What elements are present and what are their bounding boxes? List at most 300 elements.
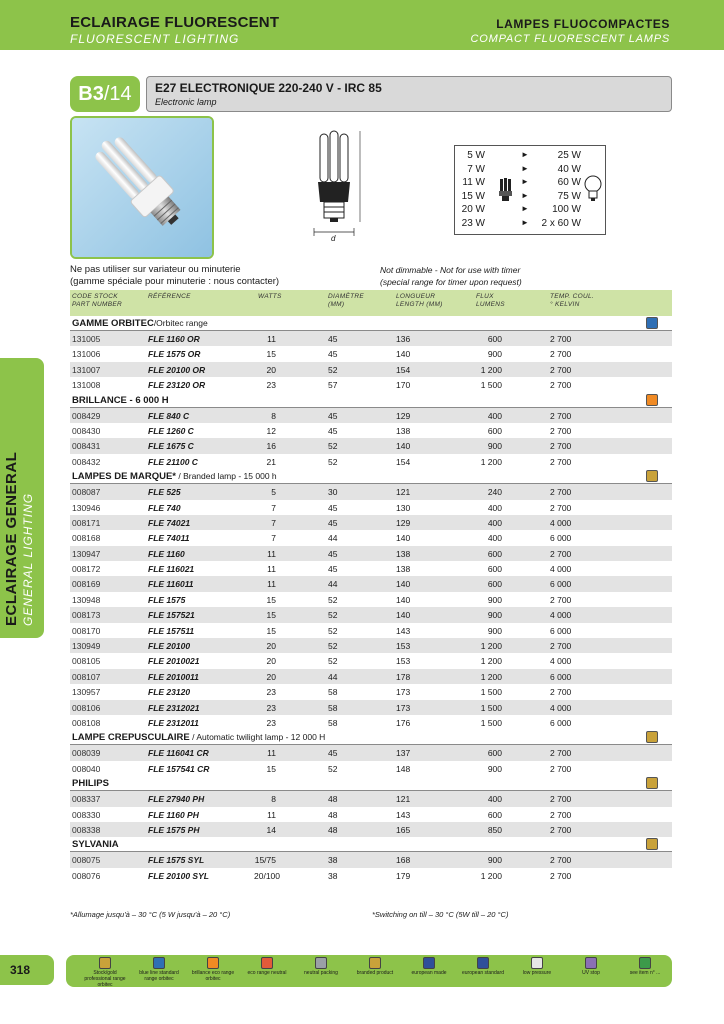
cell-c2: FLE 116041 CR <box>148 748 209 759</box>
cell-c6: 900 <box>487 610 502 621</box>
cell-c7: 6 000 <box>550 625 572 636</box>
cell-c6: 600 <box>487 579 502 590</box>
legend-icon <box>369 957 381 969</box>
cell-c1: 008107 <box>72 671 101 682</box>
legend-icon <box>207 957 219 969</box>
cell-c4: 45 <box>328 517 338 528</box>
cell-c1: 008173 <box>72 610 101 621</box>
legend-item <box>188 957 238 982</box>
header-left-subtitle: FLUORESCENT LIGHTING <box>70 32 240 46</box>
cell-c7: 4 000 <box>550 564 572 575</box>
range-icon <box>646 731 658 743</box>
cell-c6: 400 <box>487 502 502 513</box>
section-subtitle: / Automatic twilight lamp - 12 000 H <box>189 732 326 743</box>
arrow-right-icon: ► <box>521 163 529 173</box>
incandescent-watt: 2 x 60 W <box>541 217 581 229</box>
cell-c3: 14 <box>266 824 276 835</box>
icon-legend <box>66 955 672 987</box>
arrow-right-icon: ► <box>521 204 529 213</box>
cell-c2: FLE 74021 <box>148 517 191 528</box>
cell-c5: 153 <box>396 656 411 667</box>
note-en-line2: (special range for timer upon request) <box>380 277 522 287</box>
equivalence-row <box>455 218 605 231</box>
legend-label: brillance eco range orbitec <box>191 970 235 982</box>
cell-c1: 130957 <box>72 687 101 698</box>
cell-c6: 1 500 <box>480 687 502 698</box>
cell-c4: 48 <box>328 824 338 835</box>
cell-c5: 173 <box>396 702 411 713</box>
table-row <box>70 852 672 867</box>
cell-c5: 165 <box>396 824 411 835</box>
section-title: LAMPES DE MARQUE* <box>72 471 176 483</box>
cell-c5: 140 <box>396 610 411 621</box>
cell-c3: 20 <box>266 671 276 682</box>
cell-c6: 1 500 <box>480 717 502 728</box>
cfl-watt: 23 W <box>461 217 485 229</box>
cell-c4: 58 <box>328 687 338 698</box>
cell-c2: FLE 157521 <box>148 610 195 621</box>
legend-icon <box>639 957 651 969</box>
cell-c6: 600 <box>487 809 502 820</box>
table-row <box>70 745 672 760</box>
cell-c7: 2 700 <box>550 594 572 605</box>
cell-c2: FLE 2010021 <box>148 656 200 667</box>
note-en-line1: Not dimmable - Not for use with timer <box>380 265 521 275</box>
cell-c6: 1 200 <box>480 456 502 467</box>
side-tab <box>0 358 44 638</box>
cell-c2: FLE 525 <box>148 487 181 498</box>
section-header <box>70 316 672 331</box>
product-subtitle: Electronic lamp <box>155 97 217 107</box>
cell-c2: FLE 840 C <box>148 410 190 421</box>
cell-c2: FLE 157541 CR <box>148 763 210 774</box>
cell-c7: 4 000 <box>550 610 572 621</box>
cell-c4: 45 <box>328 349 338 360</box>
cell-c6: 1 200 <box>480 364 502 375</box>
cell-c2: FLE 116011 <box>148 579 194 590</box>
col-temp: TEMP. COUL. ° KELVIN <box>550 293 594 308</box>
cell-c6: 900 <box>487 349 502 360</box>
table-row <box>70 362 672 377</box>
table-row <box>70 669 672 684</box>
arrow-right-icon: ► <box>521 150 529 159</box>
cell-c6: 600 <box>487 425 502 436</box>
cell-c3: 16 <box>266 441 276 452</box>
cell-c7: 2 700 <box>550 763 572 774</box>
cell-c6: 240 <box>487 487 502 498</box>
cell-c3: 15 <box>266 349 276 360</box>
col-length: LONGUEUR LENGTH (MM) <box>396 293 443 308</box>
cell-c6: 400 <box>487 517 502 528</box>
incandescent-watt: 40 W <box>557 163 581 175</box>
cell-c4: 45 <box>328 548 338 559</box>
incandescent-watt: 60 W <box>557 177 581 188</box>
cell-c6: 600 <box>487 748 502 759</box>
note-fr-line1: Ne pas utiliser sur variateur ou minuterie <box>70 264 241 275</box>
cell-c7: 2 700 <box>550 824 572 835</box>
cell-c3: 21 <box>266 456 276 467</box>
cell-c1: 008040 <box>72 763 101 774</box>
cell-c4: 52 <box>328 456 338 467</box>
cell-c4: 52 <box>328 641 338 652</box>
col-watts: WATTS <box>258 293 282 300</box>
cell-c3: 5 <box>271 487 276 498</box>
legend-label: branded product <box>356 970 394 976</box>
cell-c4: 52 <box>328 763 338 774</box>
legend-icon <box>585 957 597 969</box>
table-row <box>70 607 672 622</box>
cell-c1: 008108 <box>72 717 101 728</box>
section-title: GAMME ORBITEC <box>72 318 154 329</box>
cell-c1: 130947 <box>72 548 101 559</box>
cell-c5: 154 <box>396 456 411 467</box>
table-row <box>70 530 672 545</box>
cell-c7: 6 000 <box>550 717 572 728</box>
legend-icon <box>153 957 165 969</box>
legend-icon <box>477 957 489 969</box>
cell-c2: FLE 1260 C <box>148 425 194 436</box>
cell-c7: 2 700 <box>550 809 572 820</box>
cell-c5: 129 <box>396 410 411 421</box>
badge-code: B3 <box>78 83 104 105</box>
legend-item <box>350 957 400 976</box>
cell-c1: 130948 <box>72 594 101 605</box>
cell-c2: FLE 1160 <box>148 548 185 559</box>
arrow-right-icon: ► <box>521 190 529 200</box>
product-title: E27 ELECTRONIQUE 220-240 V - IRC 85 <box>155 81 382 95</box>
equivalence-row <box>455 150 605 163</box>
cell-c3: 20/100 <box>254 870 280 881</box>
cell-c3: 23 <box>266 717 276 728</box>
section-title: LAMPE CREPUSCULAIRE <box>72 732 190 744</box>
cfl-watt: 11 W <box>462 177 485 188</box>
cell-c4: 58 <box>328 717 338 728</box>
cell-c4: 45 <box>328 334 338 344</box>
cell-c2: FLE 740 <box>148 502 181 513</box>
cell-c6: 900 <box>487 441 502 452</box>
cell-c2: FLE 1575 PH <box>148 824 200 835</box>
cfl-watt: 5 W <box>467 150 485 161</box>
equivalence-row <box>455 177 605 190</box>
cell-c4: 45 <box>328 564 338 575</box>
section-subtitle: /Orbitec range <box>153 318 208 328</box>
cell-c7: 2 700 <box>550 641 572 652</box>
cell-c7: 2 700 <box>550 380 572 391</box>
cell-c5: 153 <box>396 641 411 652</box>
cell-c4: 45 <box>328 748 338 759</box>
legend-label: european made <box>411 970 447 976</box>
section-title: SYLVANIA <box>72 839 119 851</box>
table-row <box>70 700 672 715</box>
cell-c6: 1 200 <box>480 656 502 667</box>
legend-item <box>458 957 508 976</box>
range-icon <box>646 838 658 850</box>
cell-c1: 008429 <box>72 410 101 421</box>
cell-c3: 11 <box>267 809 276 820</box>
cell-c7: 2 700 <box>550 687 572 698</box>
legend-label: low pressure <box>522 970 552 976</box>
cell-c4: 45 <box>328 410 338 421</box>
legend-item <box>512 957 562 976</box>
cell-c1: 131007 <box>72 364 101 375</box>
table-row <box>70 500 672 515</box>
legend-item <box>242 957 292 976</box>
cell-c6: 850 <box>487 824 502 835</box>
col-diameter: DIAMÈTRE (MM) <box>328 293 364 308</box>
cell-c4: 52 <box>328 594 338 605</box>
cell-c1: 008337 <box>72 794 101 805</box>
note-fr-line2: (gamme spéciale pour minuterie : nous contacter) <box>70 276 280 287</box>
section-header <box>70 730 672 745</box>
cell-c7: 2 700 <box>550 794 572 805</box>
table-row <box>70 484 672 499</box>
cell-c2: FLE 20100 SYL <box>148 870 209 881</box>
cell-c3: 8 <box>271 794 276 805</box>
incandescent-watt: 25 W <box>557 150 581 161</box>
cell-c5: 148 <box>396 763 411 774</box>
cell-c1: 008087 <box>72 487 101 498</box>
side-tab-title: ECLAIRAGE GENERAL <box>3 451 20 626</box>
arrow-right-icon: ► <box>521 217 529 227</box>
cell-c2: FLE 1675 C <box>148 441 194 452</box>
page-number-tab <box>0 955 54 985</box>
product-photo <box>70 116 214 259</box>
side-tab-subtitle: GENERAL LIGHTING <box>21 492 35 626</box>
page-header <box>0 0 724 50</box>
cell-c5: 121 <box>396 794 411 805</box>
col-ref: RÉFÉRENCE <box>148 293 191 300</box>
cell-c5: 140 <box>396 579 411 590</box>
watt-equivalence-box <box>454 145 606 235</box>
legend-label: eco range neutral <box>247 970 287 976</box>
product-table <box>70 290 672 883</box>
cell-c2: FLE 1575 <box>148 594 186 605</box>
cell-c5: 140 <box>396 441 411 452</box>
cell-c7: 2 700 <box>550 502 572 513</box>
legend-label: UV stop <box>582 970 600 976</box>
equivalence-row <box>455 204 605 217</box>
cell-c1: 008106 <box>72 702 101 713</box>
cell-c1: 008431 <box>72 441 101 452</box>
cell-c2: FLE 20100 <box>148 641 191 652</box>
cell-c4: 48 <box>328 794 338 805</box>
cell-c5: 130 <box>396 502 411 513</box>
section-header <box>70 393 672 408</box>
cell-c5: 138 <box>396 425 411 436</box>
cell-c2: FLE 1160 OR <box>148 334 200 344</box>
cell-c5: 136 <box>396 334 411 344</box>
range-icon <box>646 470 658 482</box>
cell-c6: 400 <box>487 794 502 805</box>
cell-c4: 30 <box>328 487 338 498</box>
legend-icon <box>423 957 435 969</box>
cell-c1: 008168 <box>72 533 101 544</box>
cell-c7: 6 000 <box>550 671 572 682</box>
table-row <box>70 822 672 837</box>
cell-c3: 11 <box>267 564 276 575</box>
cfl-watt: 7 W <box>467 163 485 175</box>
table-row <box>70 761 672 776</box>
footnote-english: *Switching on till – 30 °C (5W till – 20 °C) <box>372 910 509 919</box>
diameter-label: d <box>331 234 336 243</box>
table-row <box>70 423 672 438</box>
table-row <box>70 331 672 346</box>
cell-c1: 131008 <box>72 380 101 391</box>
cell-c5: 173 <box>396 687 411 698</box>
cell-c3: 20 <box>266 641 276 652</box>
cell-c3: 11 <box>267 579 276 590</box>
cell-c5: 178 <box>396 671 411 682</box>
table-row <box>70 576 672 591</box>
cell-c7: 2 700 <box>550 364 572 375</box>
col-code: CODE STOCK PART NUMBER <box>72 293 123 308</box>
cell-c4: 52 <box>328 364 338 375</box>
cell-c1: 008172 <box>72 564 101 575</box>
cell-c3: 15 <box>266 610 276 621</box>
cell-c7: 6 000 <box>550 579 572 590</box>
cell-c7: 2 700 <box>550 870 572 881</box>
cell-c5: 168 <box>396 855 411 866</box>
range-icon <box>646 394 658 406</box>
legend-label: Stock/gold professional range orbitec <box>84 970 126 988</box>
cell-c4: 38 <box>328 855 338 866</box>
cell-c7: 2 700 <box>550 548 572 559</box>
table-row <box>70 715 672 730</box>
cell-c3: 8 <box>271 410 276 421</box>
section-title: BRILLANCE - 6 000 H <box>72 394 169 406</box>
cell-c3: 23 <box>266 687 276 698</box>
cell-c1: 008430 <box>72 425 101 436</box>
cell-c1: 008105 <box>72 656 101 667</box>
legend-item <box>566 957 616 976</box>
cell-c3: 7 <box>271 533 276 544</box>
cell-c5: 138 <box>396 548 411 559</box>
table-row <box>70 684 672 699</box>
cell-c3: 11 <box>267 748 276 759</box>
cell-c4: 45 <box>328 425 338 436</box>
cell-c5: 179 <box>396 870 411 881</box>
cell-c5: 170 <box>396 380 411 391</box>
legend-item <box>134 957 184 982</box>
table-row <box>70 546 672 561</box>
cell-c2: FLE 2010011 <box>148 671 199 682</box>
incandescent-watt: 100 W <box>552 204 581 215</box>
cell-c1: 130946 <box>72 502 101 513</box>
cell-c2: FLE 116021 <box>148 564 195 575</box>
note-english <box>380 264 522 288</box>
badge-page: /14 <box>103 83 132 105</box>
cell-c1: 008170 <box>72 625 101 636</box>
cell-c6: 900 <box>487 594 502 605</box>
cell-c5: 140 <box>396 533 411 544</box>
cell-c3: 15 <box>266 625 276 636</box>
cell-c4: 58 <box>328 702 338 713</box>
cell-c1: 008169 <box>72 579 101 590</box>
legend-item <box>404 957 454 976</box>
arrow-right-icon: ► <box>521 177 529 186</box>
cell-c1: 131005 <box>72 334 101 344</box>
cell-c7: 2 700 <box>550 410 572 421</box>
col-flux: FLUX LUMENS <box>476 293 505 308</box>
table-row <box>70 592 672 607</box>
legend-icon <box>315 957 327 969</box>
cell-c1: 008171 <box>72 517 101 528</box>
cell-c6: 400 <box>487 410 502 421</box>
table-row <box>70 868 672 883</box>
cell-c6: 1 500 <box>480 380 502 391</box>
table-row <box>70 515 672 530</box>
legend-icon <box>99 957 111 969</box>
cell-c5: 137 <box>396 748 411 759</box>
cell-c4: 44 <box>328 671 338 682</box>
cell-c3: 20 <box>266 364 276 375</box>
cell-c5: 129 <box>396 517 411 528</box>
cell-c7: 6 000 <box>550 533 572 544</box>
table-row <box>70 408 672 423</box>
cell-c4: 44 <box>328 579 338 590</box>
section-title: PHILIPS <box>72 778 109 790</box>
section-subtitle: / Branded lamp - 15 000 h <box>175 471 277 482</box>
cell-c7: 4 000 <box>550 656 572 667</box>
range-icon <box>646 317 658 329</box>
cell-c6: 900 <box>487 855 502 866</box>
cell-c2: FLE 20100 OR <box>148 364 206 375</box>
cell-c5: 143 <box>396 625 411 636</box>
cell-c1: 008330 <box>72 809 101 820</box>
cell-c6: 400 <box>487 533 502 544</box>
legend-label: neutral packing <box>304 970 338 976</box>
cell-c6: 1 500 <box>480 702 502 713</box>
cell-c2: FLE 1575 SYL <box>148 855 205 866</box>
legend-label: blue line standard range orbitec <box>139 970 179 982</box>
cell-c6: 1 200 <box>480 641 502 652</box>
cell-c2: FLE 27940 PH <box>148 794 205 805</box>
cell-c5: 140 <box>396 349 411 360</box>
table-row <box>70 623 672 638</box>
section-badge <box>70 76 140 112</box>
equivalence-row <box>455 164 605 177</box>
cell-c7: 2 700 <box>550 487 572 498</box>
cell-c6: 1 200 <box>480 671 502 682</box>
section-header <box>70 776 672 791</box>
cell-c2: FLE 2312021 <box>148 702 200 713</box>
table-row <box>70 561 672 576</box>
cell-c7: 2 700 <box>550 855 572 866</box>
cell-c5: 121 <box>396 487 411 498</box>
cell-c3: 23 <box>266 380 276 391</box>
cell-c3: 12 <box>266 425 276 436</box>
incandescent-watt: 75 W <box>557 190 581 202</box>
legend-icon <box>531 957 543 969</box>
cell-c2: FLE 21100 C <box>148 456 198 467</box>
cell-c7: 2 700 <box>550 748 572 759</box>
cell-c3: 11 <box>267 548 276 559</box>
cell-c1: 008076 <box>72 870 101 881</box>
cell-c6: 600 <box>487 334 502 344</box>
cell-c4: 52 <box>328 656 338 667</box>
cell-c2: FLE 1575 OR <box>148 349 201 360</box>
table-row <box>70 346 672 361</box>
cell-c4: 52 <box>328 441 338 452</box>
cell-c3: 15/75 <box>254 855 276 866</box>
cell-c5: 143 <box>396 809 411 820</box>
header-right-title: LAMPES FLUOCOMPACTES <box>496 17 670 31</box>
table-row <box>70 438 672 453</box>
cell-c3: 15 <box>266 763 276 774</box>
cfl-lamp-image <box>72 118 212 257</box>
cell-c6: 900 <box>487 763 502 774</box>
equivalence-row <box>455 191 605 204</box>
